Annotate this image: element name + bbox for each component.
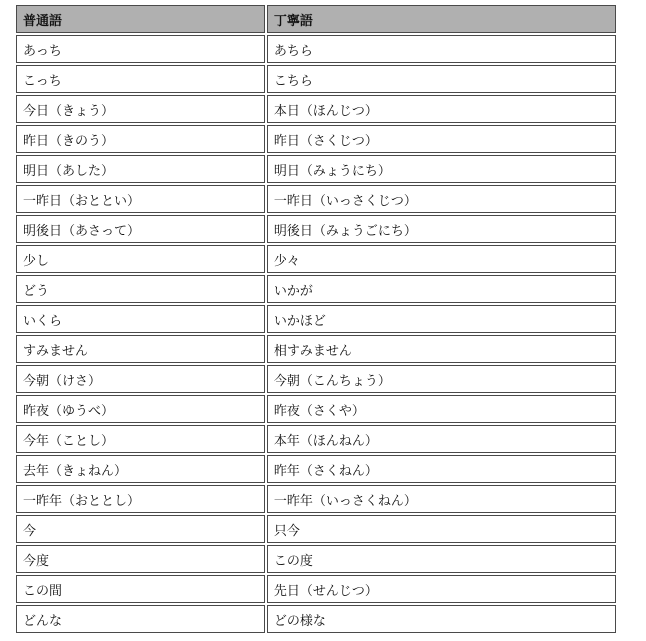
table-row (16, 35, 616, 63)
plain-speech-cell: どんな (16, 605, 265, 633)
table-row (16, 335, 616, 363)
plain-speech-cell: あっち (16, 35, 265, 63)
header-plain-speech: 普通語 (16, 5, 265, 33)
plain-speech-cell: すみません (16, 335, 265, 363)
polite-speech-cell: この度 (267, 545, 616, 573)
polite-speech-cell: 明日（みょうにち） (267, 155, 616, 183)
polite-speech-cell: どの様な (267, 605, 616, 633)
plain-speech-cell: 今 (16, 515, 265, 543)
plain-speech-cell: 今度 (16, 545, 265, 573)
table-row (16, 455, 616, 483)
plain-speech-cell: 去年（きょねん） (16, 455, 265, 483)
polite-speech-cell: 相すみません (267, 335, 616, 363)
plain-speech-cell: どう (16, 275, 265, 303)
plain-speech-cell: 明後日（あさって） (16, 215, 265, 243)
plain-speech-cell: 少し (16, 245, 265, 273)
plain-speech-cell: 今年（ことし） (16, 425, 265, 453)
polite-speech-cell: あちら (267, 35, 616, 63)
polite-speech-cell: いかほど (267, 305, 616, 333)
table-row (16, 425, 616, 453)
table-row (16, 575, 616, 603)
polite-speech-cell: こちら (267, 65, 616, 93)
polite-speech-cell: 少々 (267, 245, 616, 273)
plain-speech-cell: 一昨日（おととい） (16, 185, 265, 213)
polite-speech-cell: 明後日（みょうごにち） (267, 215, 616, 243)
table-body (16, 35, 616, 633)
polite-speech-cell: いかが (267, 275, 616, 303)
plain-speech-cell: こっち (16, 65, 265, 93)
table-row (16, 95, 616, 123)
polite-speech-cell: 只今 (267, 515, 616, 543)
table-header-row (16, 5, 616, 33)
polite-speech-cell: 今朝（こんちょう） (267, 365, 616, 393)
vocabulary-table-container (14, 3, 618, 635)
header-polite-speech: 丁寧語 (267, 5, 616, 33)
table-row (16, 155, 616, 183)
polite-speech-cell: 一昨日（いっさくじつ） (267, 185, 616, 213)
plain-speech-cell: この間 (16, 575, 265, 603)
table-row (16, 245, 616, 273)
plain-speech-cell: 昨日（きのう） (16, 125, 265, 153)
plain-speech-cell: 今日（きょう） (16, 95, 265, 123)
plain-speech-cell: 一昨年（おととし） (16, 485, 265, 513)
polite-speech-cell: 本日（ほんじつ） (267, 95, 616, 123)
table-row (16, 275, 616, 303)
table-row (16, 605, 616, 633)
plain-speech-cell: 今朝（けさ） (16, 365, 265, 393)
table-row (16, 395, 616, 423)
polite-speech-cell: 先日（せんじつ） (267, 575, 616, 603)
table-row (16, 305, 616, 333)
polite-speech-cell: 昨日（さくじつ） (267, 125, 616, 153)
table-row (16, 125, 616, 153)
table-row (16, 545, 616, 573)
polite-speech-cell: 一昨年（いっさくねん） (267, 485, 616, 513)
table-row (16, 65, 616, 93)
table-row (16, 365, 616, 393)
polite-speech-cell: 昨夜（さくや） (267, 395, 616, 423)
vocabulary-table (14, 3, 618, 635)
plain-speech-cell: 昨夜（ゆうべ） (16, 395, 265, 423)
table-row (16, 485, 616, 513)
polite-speech-cell: 本年（ほんねん） (267, 425, 616, 453)
table-row (16, 185, 616, 213)
plain-speech-cell: いくら (16, 305, 265, 333)
table-row (16, 515, 616, 543)
plain-speech-cell: 明日（あした） (16, 155, 265, 183)
table-row (16, 215, 616, 243)
polite-speech-cell: 昨年（さくねん） (267, 455, 616, 483)
